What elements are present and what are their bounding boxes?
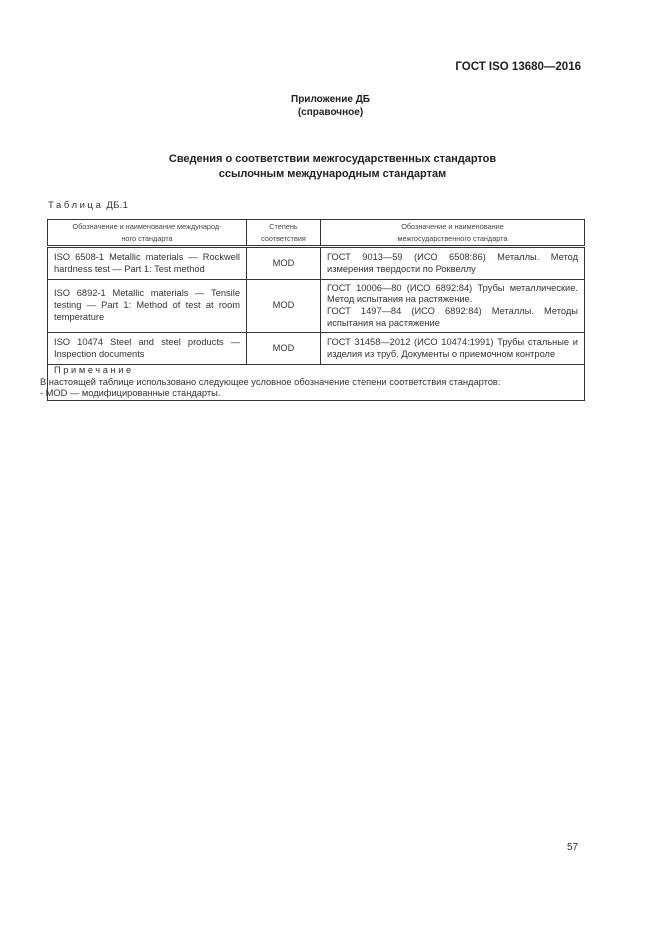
document-code: ГОСТ ISO 13680—2016	[455, 61, 581, 73]
table-header-row	[48, 220, 585, 247]
degree-cell: MOD	[247, 333, 321, 365]
annex-heading	[0, 93, 661, 119]
international-standard-cell: ISO 6892-1 Metallic materials — Tensile testing — Part 1: Method of test at room temperature	[48, 280, 247, 333]
degree-cell: MOD	[247, 247, 321, 280]
table-caption	[48, 200, 128, 211]
table-caption-word: Таблица	[48, 200, 104, 211]
note-heading: Примечание	[54, 365, 134, 375]
section-title-line2: ссылочным международным стандартам	[218, 168, 447, 180]
table-row	[48, 333, 585, 365]
annex-subtitle: (справочное)	[297, 107, 364, 118]
interstate-standard-cell: ГОСТ 10006—80 (ИСО 6892:84) Трубы металлические. Метод испытания на растяжение. ГОСТ 1497—84 (ИСО 6892:84) Металлы. Методы испытания на растяжение	[321, 280, 585, 333]
degree-cell: MOD	[247, 280, 321, 333]
standards-correspondence-table	[40, 219, 585, 401]
note-text: В настоящей таблице использовано следующее условное обозначение степени соответствия стандартов:	[40, 376, 501, 387]
international-standard-cell: ISO 6508-1 Metallic materials — Rockwell hardness test — Part 1: Test method	[48, 247, 247, 280]
note-text: - MOD — модифицированные стандарты.	[40, 388, 221, 399]
table-note	[40, 365, 585, 401]
table-row	[48, 280, 585, 333]
table-row	[48, 247, 585, 280]
interstate-standard-cell: ГОСТ 31458—2012 (ИСО 10474:1991) Трубы стальные и изделия из труб. Документы о приемочном контроле	[321, 333, 585, 365]
section-title-line1: Сведения о соответствии межгосударственных стандартов	[168, 153, 497, 165]
table-caption-id: ДБ.1	[106, 200, 129, 211]
column-header-interstate-standard: Обозначение и наименование межгосударственного стандарта	[321, 220, 585, 247]
section-title	[0, 152, 661, 182]
interstate-standard-cell: ГОСТ 9013—59 (ИСО 6508:86) Металлы. Метод измерения твердости по Роквеллу	[321, 247, 585, 280]
column-header-international-standard: Обозначение и наименование международ- ного стандарта	[48, 220, 247, 247]
annex-title: Приложение ДБ	[291, 94, 370, 105]
international-standard-cell: ISO 10474 Steel and steel products — Inspection documents	[48, 333, 247, 365]
table-note-row	[48, 365, 585, 401]
column-header-degree-of-correspondence: Степень соответствия	[247, 220, 321, 247]
page-number: 57	[567, 842, 579, 853]
